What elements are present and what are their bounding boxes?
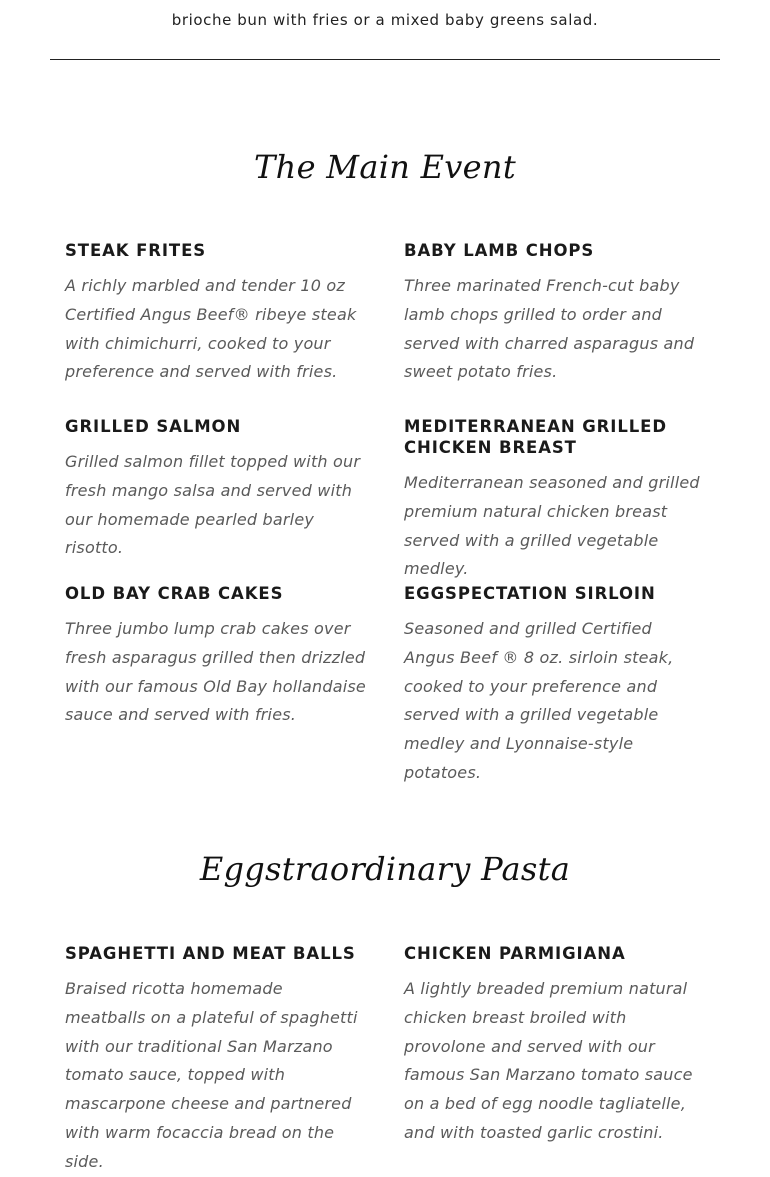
menu-item-description: A richly marbled and tender 10 oz Certified Angus Beef® ribeye steak with chimichurri, cooked to your preference and served with fries. bbox=[65, 276, 357, 382]
menu-item-description: A lightly breaded premium natural chicken breast broiled with provolone and served with our famous San Marzano tomato sauce on a bed of egg noodle tagliatelle, and with toasted garlic crostini. bbox=[404, 979, 693, 1142]
menu-item-name: MEDITERRANEAN GRILLED CHICKEN BREAST bbox=[404, 417, 667, 457]
intro-tail-text: brioche bun with fries or a mixed baby greens salad. bbox=[171, 11, 599, 29]
menu-item-steak-frites bbox=[65, 240, 367, 387]
menu-item-description: Braised ricotta homemade meatballs on a plateful of spaghetti with our traditional San Marzano tomato sauce, topped with mascarpone cheese and partnered with warm focaccia bread on the side. bbox=[65, 979, 358, 1171]
menu-item-name: BABY LAMB CHOPS bbox=[404, 241, 595, 260]
menu-item-eggspectation-sirloin bbox=[404, 583, 706, 788]
section-divider bbox=[50, 59, 720, 60]
menu-item-description: Seasoned and grilled Certified Angus Beef ® 8 oz. sirloin steak, cooked to your preference and served with a grilled vegetable medley and Lyonnaise-style potatoes. bbox=[404, 619, 674, 782]
menu-item-description: Grilled salmon fillet topped with our fresh mango salsa and served with our homemade pearled barley risotto. bbox=[65, 452, 361, 558]
menu-item-description: Three marinated French-cut baby lamb chops grilled to order and served with charred asparagus and sweet potato fries. bbox=[404, 276, 695, 382]
menu-item-name: GRILLED SALMON bbox=[65, 417, 242, 436]
menu-item-old-bay-crab-cakes bbox=[65, 583, 367, 730]
menu-item-mediterranean-grilled-chicken-breast bbox=[404, 416, 706, 584]
section-title-pasta: Eggstraordinary Pasta bbox=[199, 850, 571, 888]
menu-item-name: STEAK FRITES bbox=[65, 241, 207, 260]
menu-item-name: SPAGHETTI AND MEAT BALLS bbox=[65, 944, 356, 963]
menu-item-name: EGGSPECTATION SIRLOIN bbox=[404, 584, 656, 603]
menu-item-description: Three jumbo lump crab cakes over fresh asparagus grilled then drizzled with our famous Old Bay hollandaise sauce and served with fries. bbox=[65, 619, 366, 725]
menu-item-name: CHICKEN PARMIGIANA bbox=[404, 944, 626, 963]
menu-item-grilled-salmon bbox=[65, 416, 367, 563]
menu-item-chicken-parmigiana bbox=[404, 943, 706, 1148]
menu-item-spaghetti-and-meat-balls bbox=[65, 943, 367, 1177]
section-title-main-event: The Main Event bbox=[254, 148, 516, 186]
menu-item-baby-lamb-chops bbox=[404, 240, 706, 387]
menu-item-description: Mediterranean seasoned and grilled premium natural chicken breast served with a grilled vegetable medley. bbox=[404, 473, 700, 579]
menu-item-name: OLD BAY CRAB CAKES bbox=[65, 584, 284, 603]
